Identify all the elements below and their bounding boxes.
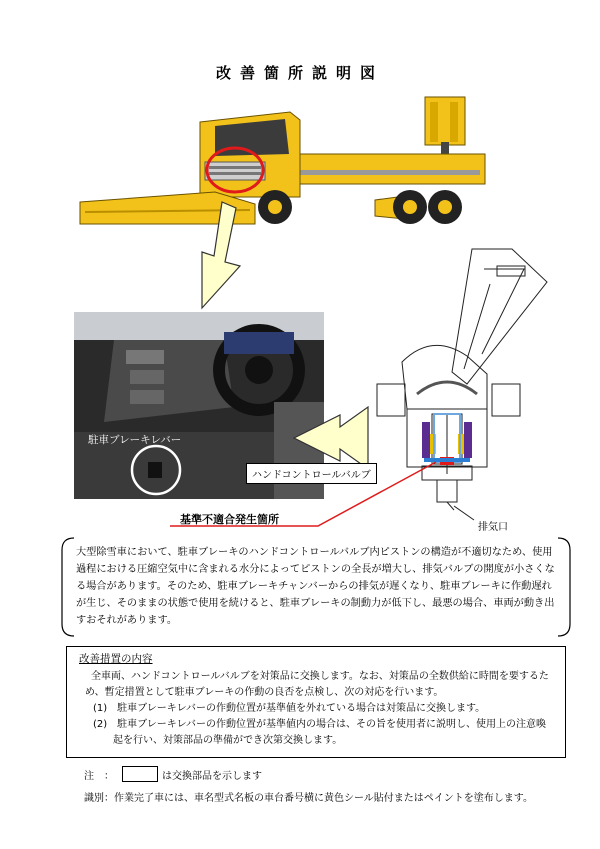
explanation-text: 大型除雪車において、駐車ブレーキのハンドコントロールバルブ内ピストンの構造が不適切なため、使用過程における圧縮空気中に含まれる水分によってピストンの全長が増大し、排気バルブの開度が小さくなる場合があります。そのため、駐車ブレーキチャンバーからの排気が遅くなり、駐車ブレーキに作動遅れが生じ、そのままの状態で使用を続けると、駐車ブレーキの制動力が低下し、最悪の場合、車両が動き出すおそれがあります。 — [76, 547, 555, 626]
brake-lever-label: 駐車ブレーキレバー — [88, 434, 182, 446]
down-arrow — [190, 200, 260, 312]
measures-heading: 改善措置の内容 — [79, 653, 153, 665]
note-label: 注 ： — [84, 770, 114, 782]
page-title: 改善箇所説明図 — [215, 64, 384, 82]
replacement-part-swatch — [122, 766, 158, 782]
identification-text: 識別：作業完了車には、車名型式名板の車台番号横に黄色シール貼付またはペイントを塗布します。 — [84, 793, 533, 804]
note-text: は交換部品を示します — [162, 770, 262, 782]
measures-box — [66, 646, 566, 758]
exhaust-port-label: 排気口 — [478, 522, 508, 533]
hand-control-valve-label: ハンドコントロールバルブ — [246, 463, 377, 484]
measures-item-1: (1) 駐車ブレーキレバーの作動位置が基準値を外れている場合は対策品に交換します。 — [93, 703, 486, 714]
snowplow-truck-image — [75, 92, 495, 232]
measures-item-2: (2) 駐車ブレーキレバーの作動位置が基準値内の場合は、その旨を使用者に説明し、使用上の注意喚起を行い、対策部品の準備ができ次第交換します。 — [93, 719, 546, 746]
defect-location-label: 基準不適合発生箇所 — [180, 513, 279, 526]
note-row — [84, 766, 262, 782]
measures-intro: 全車両、ハンドコントロールバルブを対策品に交換します。なお、対策品の全数供給に時間を要するため、暫定措置として駐車ブレーキの作動の良否を点検し、次の対応を行います。 — [85, 671, 549, 698]
